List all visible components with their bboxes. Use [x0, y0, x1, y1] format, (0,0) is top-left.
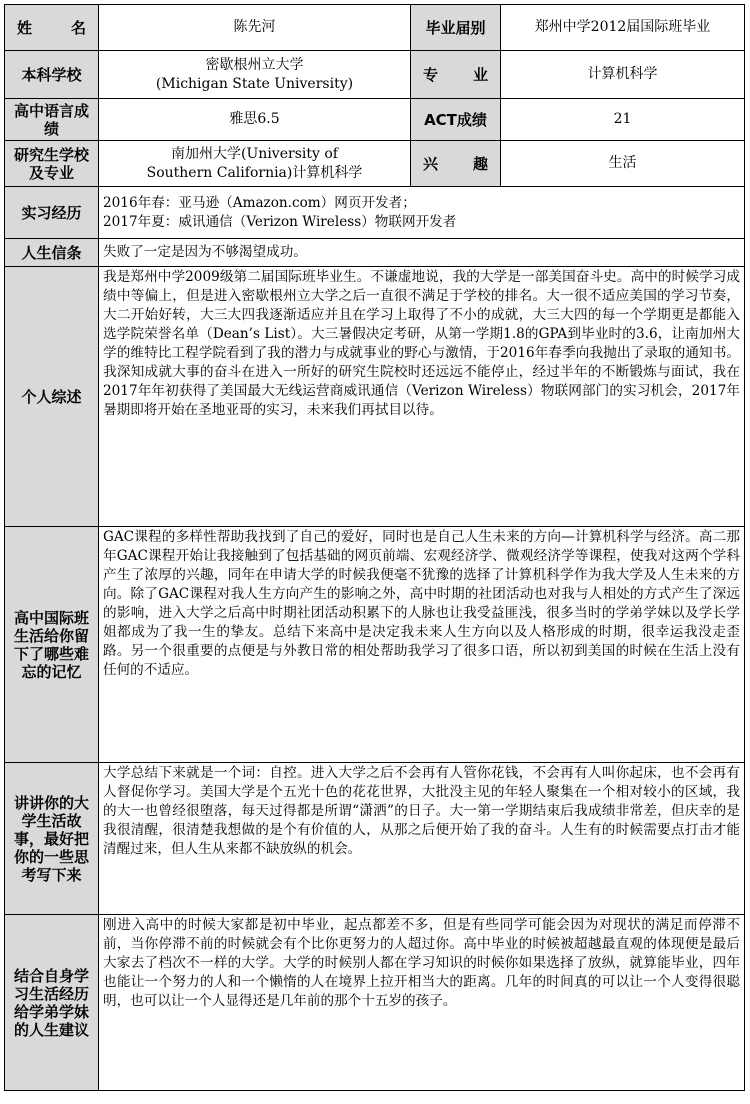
major-label-char-2: 业	[472, 65, 488, 84]
grad-school-value	[99, 141, 411, 187]
profile-table	[4, 4, 745, 1091]
row-internship	[5, 187, 745, 239]
hobby-label-char-2: 趣	[472, 154, 488, 173]
undergrad-label: 本科学校	[5, 51, 99, 99]
intern-line-2: 2017年夏：威讯通信（Verizon Wireless）物联网开发者	[103, 213, 457, 230]
advice-label: 结合自身学习生活经历给学弟学妹的人生建议	[5, 915, 99, 1091]
row-memory	[5, 527, 745, 763]
advice-text: 刚进入高中的时候大家都是初中毕业，起点都差不多，但是有些同学可能会因为对现状的满足而停滞不前，当你停滞不前的时候就会有个比你更努力的人超过你。高中毕业的时候被超越最直观的体现便是最后大家去了档次不一样的大学。大学的时候别人都在学习知识的时候你如果选择了放纵，就算能毕业，四年也能让一个努力的人和一个懒惰的人在境界上拉开相当大的距离。几年的时间真的可以让一个人变得很聪明，也可以让一个人显得还是几年前的那个十五岁的孩子。	[99, 915, 745, 1091]
hobby-value: 生活	[501, 141, 745, 187]
grad-value: 郑州中学2012届国际班毕业	[501, 5, 745, 51]
major-label	[411, 51, 501, 99]
college-label: 讲讲你的大学生活故事，最好把你的一些思考写下来	[5, 763, 99, 915]
row-summary	[5, 267, 745, 527]
motto-value: 失败了一定是因为不够渴望成功。	[99, 239, 745, 267]
row-language	[5, 99, 745, 141]
motto-label: 人生信条	[5, 239, 99, 267]
name-label-char-1: 姓	[17, 18, 33, 37]
grad-school-line-2: Southern California)计算机科学	[146, 164, 363, 181]
summary-text: 我是郑州中学2009级第二届国际班毕业生。不谦虚地说，我的大学是一部美国奋斗史。高中的时候学习成绩中等偏上，但是进入密歇根州立大学之后一直很不满足于学校的排名。大一很不适应美国的学习节奏，大二开始好转，大三大四我逐渐适应并且在学习上取得了不小的成就，大三大四的每一个学期更是都能入选学院荣誉名单（Dean’s List）。大三暑假决定考研，从第一学期1.8的GPA到毕业时的3.6，让南加州大学的维特比工程学院看到了我的潜力与成就事业的野心与激情，于2016年春季向我抛出了录取的通知书。我深知成就大事的奋斗在进入一所好的研究生院校时还远远不能停止，经过半年的不断锻炼与面试，我在2017年年初获得了美国最大无线运营商威讯通信（Verizon Wireless）物联网部门的实习机会，2017年暑期即将开始在圣地亚哥的实习，未来我们再拭目以待。	[99, 267, 745, 527]
undergrad-value	[99, 51, 411, 99]
grad-school-line-1: 南加州大学(University of	[171, 145, 338, 162]
row-motto	[5, 239, 745, 267]
name-label	[5, 5, 99, 51]
row-undergrad	[5, 51, 745, 99]
profile-sheet	[4, 4, 744, 1096]
major-label-char-1: 专	[423, 65, 439, 84]
name-value: 陈先河	[99, 5, 411, 51]
intern-line-1: 2016年春：亚马逊（Amazon.com）网页开发者；	[103, 194, 416, 211]
memory-label: 高中国际班生活给你留下了哪些难忘的记忆	[5, 527, 99, 763]
lang-value: 雅思6.5	[99, 99, 411, 141]
grad-school-label: 研究生学校及专业	[5, 141, 99, 187]
row-college	[5, 763, 745, 915]
row-grad-school	[5, 141, 745, 187]
major-value: 计算机科学	[501, 51, 745, 99]
intern-label: 实习经历	[5, 187, 99, 239]
grad-label: 毕业届别	[411, 5, 501, 51]
undergrad-value-en: (Michigan State University)	[155, 75, 354, 92]
hobby-label-char-1: 兴	[423, 154, 439, 173]
row-advice	[5, 915, 745, 1091]
hobby-label	[411, 141, 501, 187]
lang-label: 高中语言成绩	[5, 99, 99, 141]
undergrad-value-cn: 密歇根州立大学	[205, 56, 304, 73]
row-name	[5, 5, 745, 51]
memory-text: GAC课程的多样性帮助我找到了自己的爱好，同时也是自己人生未来的方向—计算机科学与经济。高二那年GAC课程开始让我接触到了包括基础的网页前端、宏观经济学、微观经济学等课程，使我对这两个学科产生了浓厚的兴趣，同年在申请大学的时候我便毫不犹豫的选择了计算机科学作为我大学及人生未来的方向。除了GAC课程对我人生方向产生的影响之外，高中时期的社团活动也对我与人相处的方式产生了深远的影响，进入大学之后高中时期社团活动积累下的人脉也让我受益匪浅，很多当时的学弟学妹以及学长学姐都成为了我一生的挚友。总结下来高中是决定我未来人生方向以及人格形成的时期，很幸运我没走歪路。另一个很重要的点便是与外教日常的相处帮助我学习了很多口语，所以初到美国的时候在生活上没有任何的不适应。	[99, 527, 745, 763]
name-label-char-2: 名	[70, 18, 86, 37]
intern-value	[99, 187, 745, 239]
summary-label: 个人综述	[5, 267, 99, 527]
act-label: ACT成绩	[411, 99, 501, 141]
college-text: 大学总结下来就是一个词：自控。进入大学之后不会再有人管你花钱，不会再有人叫你起床，也不会再有人督促你学习。美国大学是个五光十色的花花世界，大批没主见的年轻人聚集在一个相对较小的区域，我的大一也曾经很堕落，每天过得都是所谓“潇洒”的日子。大一第一学期结束后我成绩非常差，但庆幸的是我很清醒，很清楚我想做的是个有价值的人，从那之后便开始了我的奋斗。人生有的时候需要点打击才能清醒过来，但人生从来都不缺放纵的机会。	[99, 763, 745, 915]
act-value: 21	[501, 99, 745, 141]
